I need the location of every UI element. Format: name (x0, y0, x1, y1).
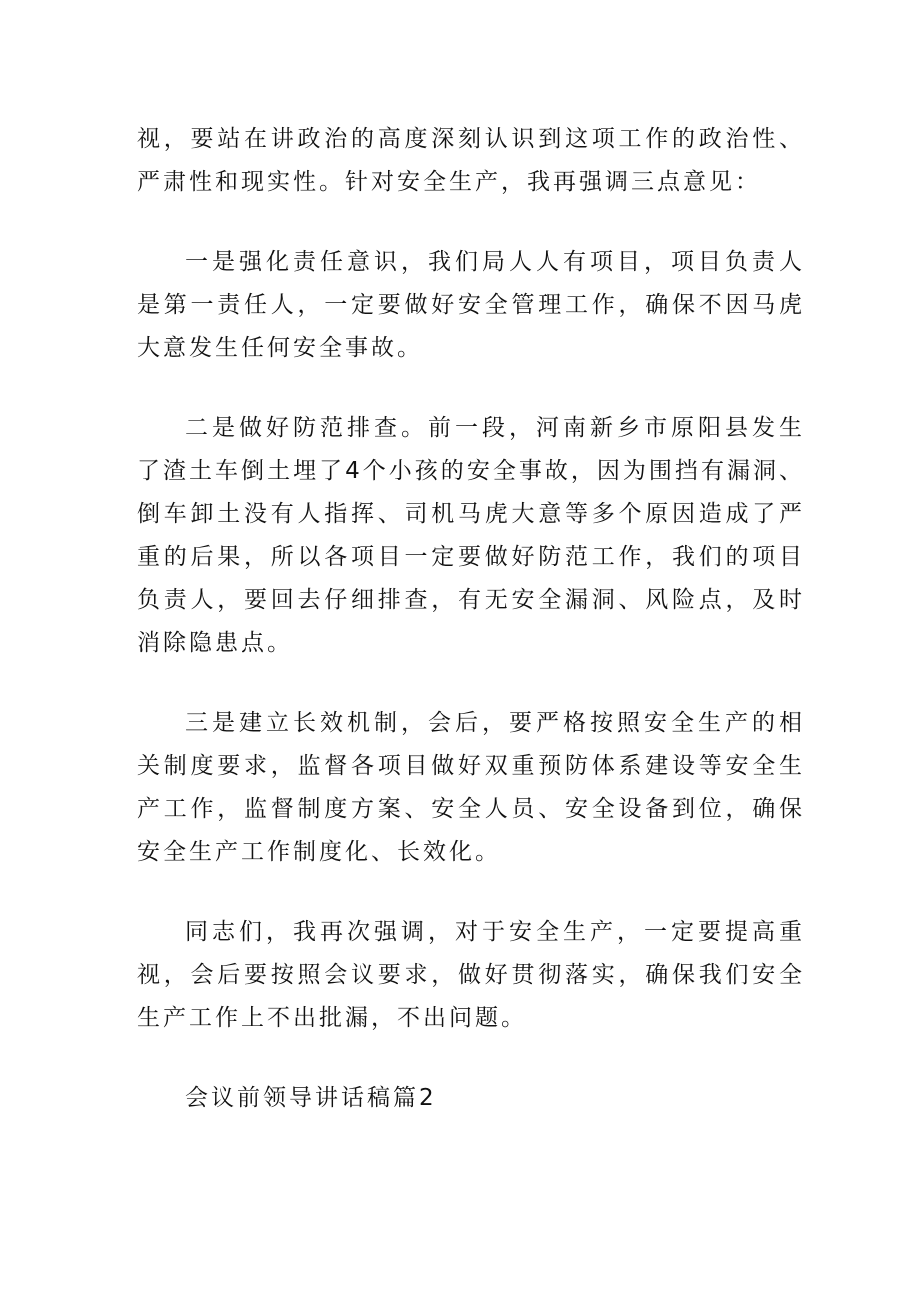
paragraph-point-two: 二是做好防范排查。前一段，河南新乡市原阳县发生了渣土车倒土埋了4个小孩的安全事故，因为围挡有漏洞、倒车卸土没有人指挥、司机马虎大意等多个原因造成了严重的后果，所以各项目一定要做好防范工作，我们的项目负责人，要回去仔细排查，有无安全漏洞、风险点，及时消除隐患点。 (137, 415, 805, 656)
paragraph-point-three: 三是建立长效机制，会后，要严格按照安全生产的相关制度要求，监督各项目做好双重预防体系建设等安全生产工作，监督制度方案、安全人员、安全设备到位，确保安全生产工作制度化、长效化。 (137, 710, 805, 865)
paragraph-closing: 同志们，我再次强调，对于安全生产，一定要提高重视，会后要按照会议要求，做好贯彻落实，确保我们安全生产工作上不出批漏，不出问题。 (137, 919, 805, 1031)
paragraph-continuation: 视，要站在讲政治的高度深刻认识到这项工作的政治性、严肃性和现实性。针对安全生产，我再强调三点意见： (137, 126, 805, 195)
paragraph-point-one: 一是强化责任意识，我们局人人有项目，项目负责人是第一责任人，一定要做好安全管理工作，确保不因马虎大意发生任何安全事故。 (137, 249, 805, 361)
section-heading: 会议前领导讲话稿篇2 (185, 1085, 437, 1111)
document-body (137, 118, 805, 1120)
